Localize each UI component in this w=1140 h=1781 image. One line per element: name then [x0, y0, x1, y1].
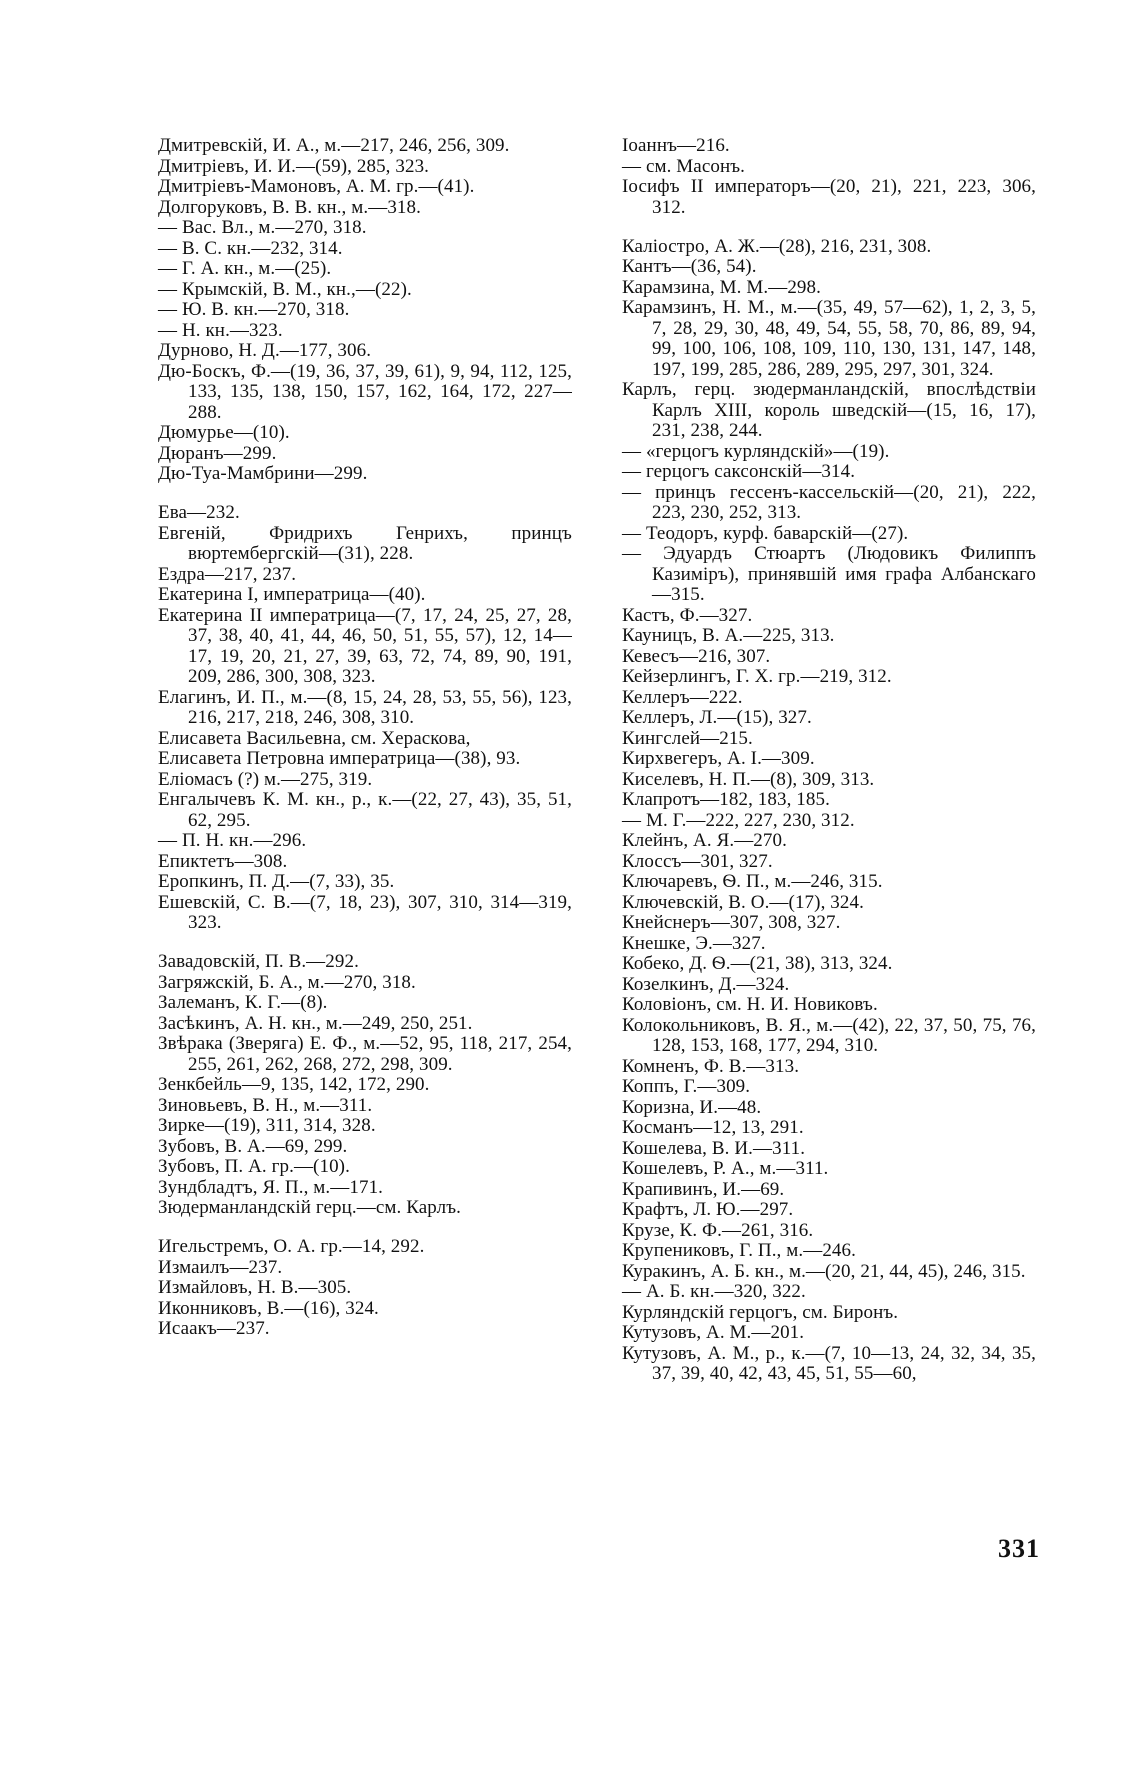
index-entry: Кошелевъ, Р. А., м.—311. — [622, 1158, 829, 1179]
index-letter-group — [158, 1237, 572, 1340]
index-entry: Дю-Боскъ, Ф.—(19, 36, 37, 39, 61), 9, 94, 112, 125, 133, 135, 138, 150, 157, 162, 164, 172, 227—288. — [158, 360, 572, 423]
index-entry: — Г. А. кн., м.—(25). — [158, 258, 332, 279]
index-entry: Колокольниковъ, В. Я., м.—(42), 22, 37, 50, 75, 76, 128, 153, 168, 177, 294, 310. — [622, 1014, 1036, 1056]
index-entry: Зубовъ, В. А.—69, 299. — [158, 1135, 348, 1157]
index-entry: Енгалычевъ К. М. кн., р., к.—(22, 27, 43), 35, 51, 62, 295. — [158, 789, 572, 831]
index-entry: Дмитріевъ-Мамоновъ, А. М. гр.—(41). — [158, 176, 475, 197]
index-entry: — «герцогъ курляндскій»—(19). — [622, 440, 890, 462]
index-entry: Кошелева, В. И.—311. — [622, 1137, 806, 1159]
index-entry: — Ю. В. кн.—270, 318. — [158, 299, 350, 320]
index-entry: Кутузовъ, А. М.—201. — [622, 1322, 805, 1343]
index-entry: Дюранъ—299. — [158, 442, 277, 464]
index-entry: Измайловъ, Н. В.—305. — [158, 1277, 352, 1298]
index-entry: — А. Б. кн.—320, 322. — [622, 1281, 806, 1302]
index-entry: Ключаревъ, Ѳ. П., м.—246, 315. — [622, 871, 883, 892]
index-entry: Кнешке, Э.—327. — [622, 932, 766, 954]
index-entry: Коппъ, Г.—309. — [622, 1076, 751, 1097]
index-entry: — П. Н. кн.—296. — [158, 830, 307, 851]
index-entry: Зубовъ, П. А. гр.—(10). — [158, 1156, 350, 1177]
index-letter-group — [622, 237, 1036, 1385]
index-entry: — Крымскій, В. М., кн.,—(22). — [158, 278, 412, 300]
index-entry: Клапротъ—182, 183, 185. — [622, 789, 830, 810]
index-entry: Дурново, Н. Д.—177, 306. — [158, 340, 372, 361]
index-entry: Карамзина, М. М.—298. — [622, 276, 821, 298]
index-entry: — герцогъ саксонскій—314. — [622, 461, 856, 482]
index-entry: Дмитревскій, И. А., м.—217, 246, 256, 309. — [158, 135, 510, 156]
index-entry: Крафтъ, Л. Ю.—297. — [622, 1199, 794, 1220]
index-entry: Комненъ, Ф. В.—313. — [622, 1055, 800, 1077]
index-entry: — принцъ гессенъ-кассельскій—(20, 21), 222, 223, 230, 252, 313. — [622, 481, 1036, 523]
index-entry: Кауницъ, В. А.—225, 313. — [622, 625, 835, 646]
index-entry: Куракинъ, А. Б. кн., м.—(20, 21, 44, 45), 246, 315. — [622, 1260, 1026, 1282]
index-entry: Кантъ—(36, 54). — [622, 256, 757, 277]
index-entry: Ключевскій, В. О.—(17), 324. — [622, 891, 864, 913]
index-entry: Зундбладтъ, Я. П., м.—171. — [158, 1176, 384, 1198]
index-entry: Дмитріевъ, И. И.—(59), 285, 323. — [158, 155, 430, 177]
index-entry: — М. Г.—222, 227, 230, 312. — [622, 809, 855, 831]
index-entry: Звѣрака (Зверяга) Е. Ф., м.—52, 95, 118, 217, 254, 255, 261, 262, 268, 272, 298, 309. — [158, 1033, 572, 1075]
index-entry: Ева—232. — [158, 502, 240, 523]
index-entry: Кнейснеръ—307, 308, 327. — [622, 912, 841, 933]
index-letter-group — [158, 503, 572, 934]
index-entry: Зенкбейль—9, 135, 142, 172, 290. — [158, 1074, 430, 1095]
index-entry: Коловіонъ, см. Н. И. Новиковъ. — [622, 994, 878, 1015]
left-index-column — [158, 136, 572, 1358]
index-entry: Клейнъ, А. Я.—270. — [622, 830, 787, 851]
index-entry: Кевесъ—216, 307. — [622, 645, 771, 667]
index-letter-group — [622, 136, 1036, 218]
index-entry: — В. С. кн.—232, 314. — [158, 237, 343, 259]
index-entry: Киселевъ, Н. П.—(8), 309, 313. — [622, 768, 875, 790]
index-entry: Елагинъ, И. П., м.—(8, 15, 24, 28, 53, 55, 56), 123, 216, 217, 218, 246, 308, 310. — [158, 686, 572, 728]
index-entry: Кастъ, Ф.—327. — [622, 604, 753, 626]
index-entry: Кингслей—215. — [622, 727, 753, 749]
index-entry: — Вас. Вл., м.—270, 318. — [158, 217, 367, 238]
index-entry: Екатерина I, императрица—(40). — [158, 584, 426, 605]
index-entry: Загряжскій, Б. А., м.—270, 318. — [158, 971, 416, 993]
index-entry: Іоаннъ—216. — [622, 135, 730, 156]
index-entry: Косманъ—12, 13, 291. — [622, 1117, 804, 1138]
index-entry: — Эдуардъ Стюартъ (Людовикъ Филиппъ Казиміръ), принявшій имя графа Албанскаго—315. — [622, 543, 1036, 605]
index-entry: Каліостро, А. Ж.—(28), 216, 231, 308. — [622, 235, 932, 257]
index-entry: Кутузовъ, А. М., р., к.—(7, 10—13, 24, 32, 34, 35, 37, 39, 40, 42, 43, 45, 51, 55—60, — [622, 1342, 1036, 1384]
index-entry: Зюдерманландскій герц.—см. Карлъ. — [158, 1197, 461, 1218]
index-entry: Завадовскій, П. В.—292. — [158, 951, 359, 972]
index-entry: Долгоруковъ, В. В. кн., м.—318. — [158, 196, 421, 218]
index-entry: Ешевскій, С. В.—(7, 18, 23), 307, 310, 314—319, 323. — [158, 891, 572, 933]
index-entry: Зиновьевъ, В. Н., м.—311. — [158, 1094, 373, 1116]
index-entry: Епиктетъ—308. — [158, 850, 288, 872]
index-entry: Крапивинъ, И.—69. — [622, 1178, 785, 1200]
index-entry: Кирхвегеръ, А. І.—309. — [622, 748, 815, 769]
index-entry: Иконниковъ, В.—(16), 324. — [158, 1297, 379, 1319]
index-entry: Евгеній, Фридрихъ Генрихъ, принцъ вюртембергскій—(31), 228. — [158, 522, 572, 564]
index-entry: — Н. кн.—323. — [158, 319, 283, 341]
index-entry: Карамзинъ, Н. М., м.—(35, 49, 57—62), 1, 2, 3, 5, 7, 28, 29, 30, 48, 49, 54, 55, 58, 70, 86, 89, 94, 99, 100, 106, 108, 109, 110, 130, 131, 147, 148, 197, 199, 285, 286, 289, 295, 297, 301, 324. — [622, 297, 1036, 380]
index-entry: Іосифъ II императоръ—(20, 21), 221, 223, 306, 312. — [622, 176, 1036, 218]
right-index-column — [622, 136, 1036, 1403]
index-entry: Курляндскій герцогъ, см. Биронъ. — [622, 1301, 899, 1323]
index-letter-group — [158, 952, 572, 1219]
index-entry: Крузе, К. Ф.—261, 316. — [622, 1219, 814, 1241]
index-entry: Клоссъ—301, 327. — [622, 850, 773, 872]
index-entry: Зирке—(19), 311, 314, 328. — [158, 1115, 376, 1136]
index-entry: Келлеръ—222. — [622, 686, 743, 708]
index-entry: Еліомасъ (?) м.—275, 319. — [158, 768, 373, 790]
index-entry: Коризна, И.—48. — [622, 1096, 762, 1118]
index-entry: Карлъ, герц. зюдерманландскій, впослѣдствіи Карлъ XIII, король шведскій—(15, 16, 17), 231, 238, 244. — [622, 379, 1036, 441]
index-entry: Дю-Туа-Мамбрини—299. — [158, 463, 368, 484]
index-entry: Кейзерлингъ, Г. Х. гр.—219, 312. — [622, 666, 892, 687]
index-entry: Залеманъ, К. Г.—(8). — [158, 992, 328, 1013]
index-entry: Дюмурье—(10). — [158, 422, 290, 443]
index-entry: Елисавета Петровна императрица—(38), 93. — [158, 748, 521, 769]
index-entry: — см. Масонъ. — [622, 155, 746, 177]
index-entry: — Теодоръ, курф. баварскій—(27). — [622, 522, 909, 544]
index-entry: Игельстремъ, О. А. гр.—14, 292. — [158, 1236, 425, 1257]
index-entry: Ездра—217, 237. — [158, 563, 297, 585]
index-entry: Измаилъ—237. — [158, 1256, 283, 1278]
index-entry: Екатерина II императрица—(7, 17, 24, 25, 27, 28, 37, 38, 40, 41, 44, 46, 50, 51, 55, 57), 12, 14—17, 19, 20, 21, 27, 39, 63, 72, 74, 89, 90, 191, 209, 286, 300, 308, 323. — [158, 604, 572, 687]
index-entry: Козелкинъ, Д.—324. — [622, 973, 790, 995]
index-letter-group — [158, 136, 572, 485]
index-entry: Кобеко, Д. Ѳ.—(21, 38), 313, 324. — [622, 953, 893, 974]
index-entry: Еропкинъ, П. Д.—(7, 33), 35. — [158, 871, 395, 892]
index-entry: Засѣкинъ, А. Н. кн., м.—249, 250, 251. — [158, 1012, 473, 1034]
index-entry: Елисавета Васильевна, см. Хераскова, — [158, 727, 471, 749]
index-entry: Исаакъ—237. — [158, 1318, 270, 1339]
page-number: 331 — [998, 1534, 1040, 1563]
index-entry: Келлеръ, Л.—(15), 327. — [622, 707, 812, 728]
index-entry: Крупениковъ, Г. П., м.—246. — [622, 1240, 856, 1261]
